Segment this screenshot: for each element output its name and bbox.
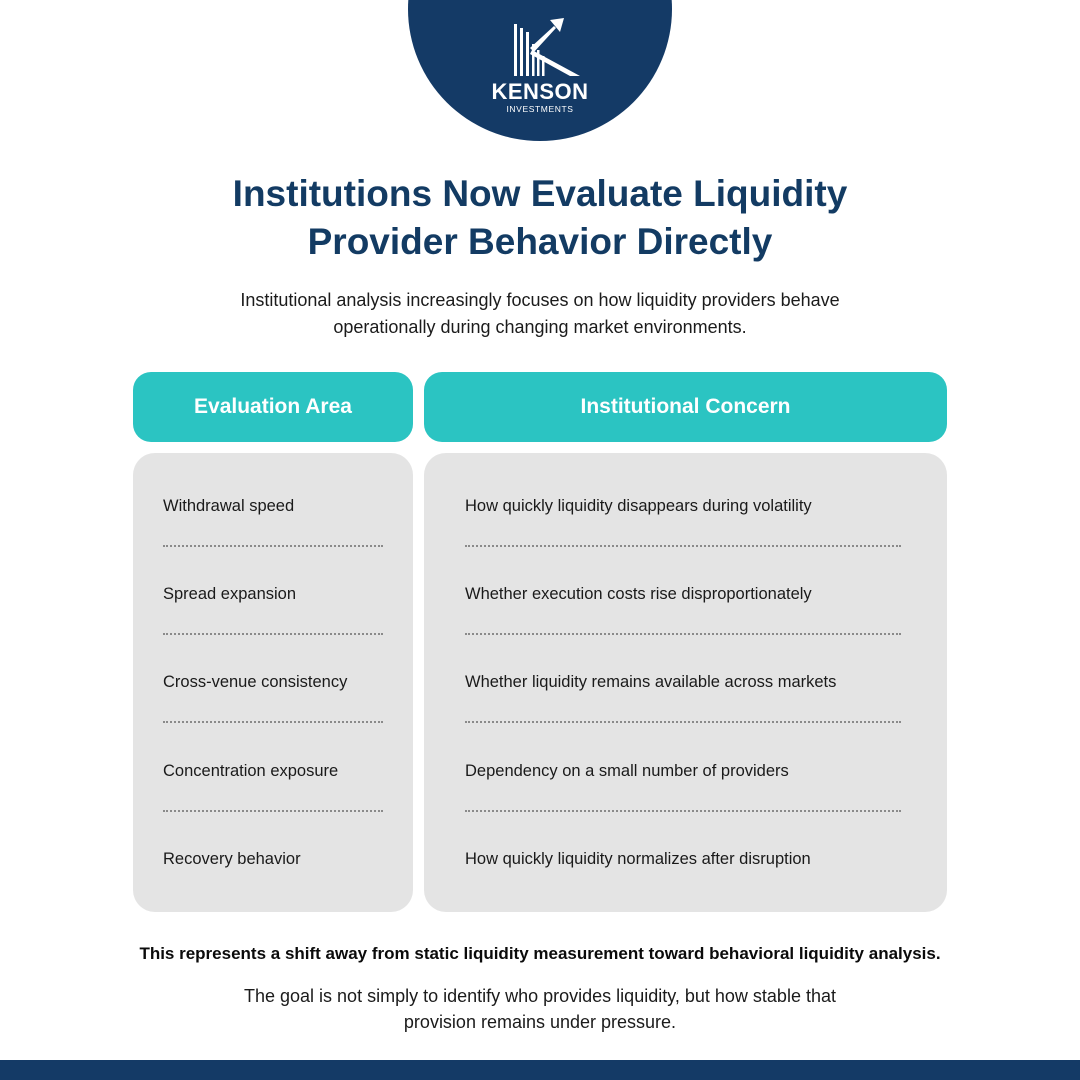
table-row (465, 629, 901, 717)
closing-statement-line-1: The goal is not simply to identify who provides liquidity, but how stable that (244, 986, 836, 1006)
table-row (163, 718, 383, 806)
institutional-concern-panel (424, 453, 947, 912)
page-subtitle (160, 287, 920, 341)
column-header-institutional-concern: Institutional Concern (424, 372, 947, 442)
page-subtitle-line-2: operationally during changing market environments. (333, 317, 747, 337)
closing-statement-line-2: provision remains under pressure. (403, 1012, 677, 1032)
highlight-statement: This represents a shift away from static liquidity measurement toward behavioral liquidity analysis. (139, 944, 941, 963)
table-row (465, 541, 901, 629)
table-row (163, 806, 383, 894)
rising-arrow-k-icon (510, 14, 586, 82)
page-title-line-1: Institutions Now Evaluate Liquidity (232, 173, 848, 214)
evaluation-area-cell: Recovery behavior (163, 850, 301, 868)
evaluation-area-panel (133, 453, 413, 912)
table-row (465, 806, 901, 894)
institutional-concern-cell: Whether execution costs rise disproportionately (465, 585, 812, 603)
page-subtitle-line-1: Institutional analysis increasingly focuses on how liquidity providers behave (240, 290, 840, 310)
table-row (465, 718, 901, 806)
bottom-brand-bar (0, 1060, 1080, 1080)
evaluation-area-cell: Withdrawal speed (163, 497, 295, 515)
brand-tagline: INVESTMENTS (506, 104, 574, 114)
table-row (163, 453, 383, 541)
table-row (163, 629, 383, 717)
closing-statement (160, 983, 920, 1035)
evaluation-area-cell: Concentration exposure (163, 762, 339, 780)
page-title (140, 170, 940, 266)
table-row (163, 541, 383, 629)
page-title-line-2: Provider Behavior Directly (307, 221, 773, 262)
table-row (465, 453, 901, 541)
column-header-evaluation-area: Evaluation Area (133, 372, 413, 442)
institutional-concern-cell: Dependency on a small number of providers (465, 762, 789, 780)
institutional-concern-cell: How quickly liquidity normalizes after disruption (465, 850, 811, 868)
brand-name: KENSON (491, 79, 589, 104)
institutional-concern-cell: Whether liquidity remains available across markets (465, 673, 837, 691)
institutional-concern-cell: How quickly liquidity disappears during volatility (465, 497, 812, 515)
evaluation-area-cell: Spread expansion (163, 585, 297, 603)
evaluation-area-cell: Cross-venue consistency (163, 673, 348, 691)
